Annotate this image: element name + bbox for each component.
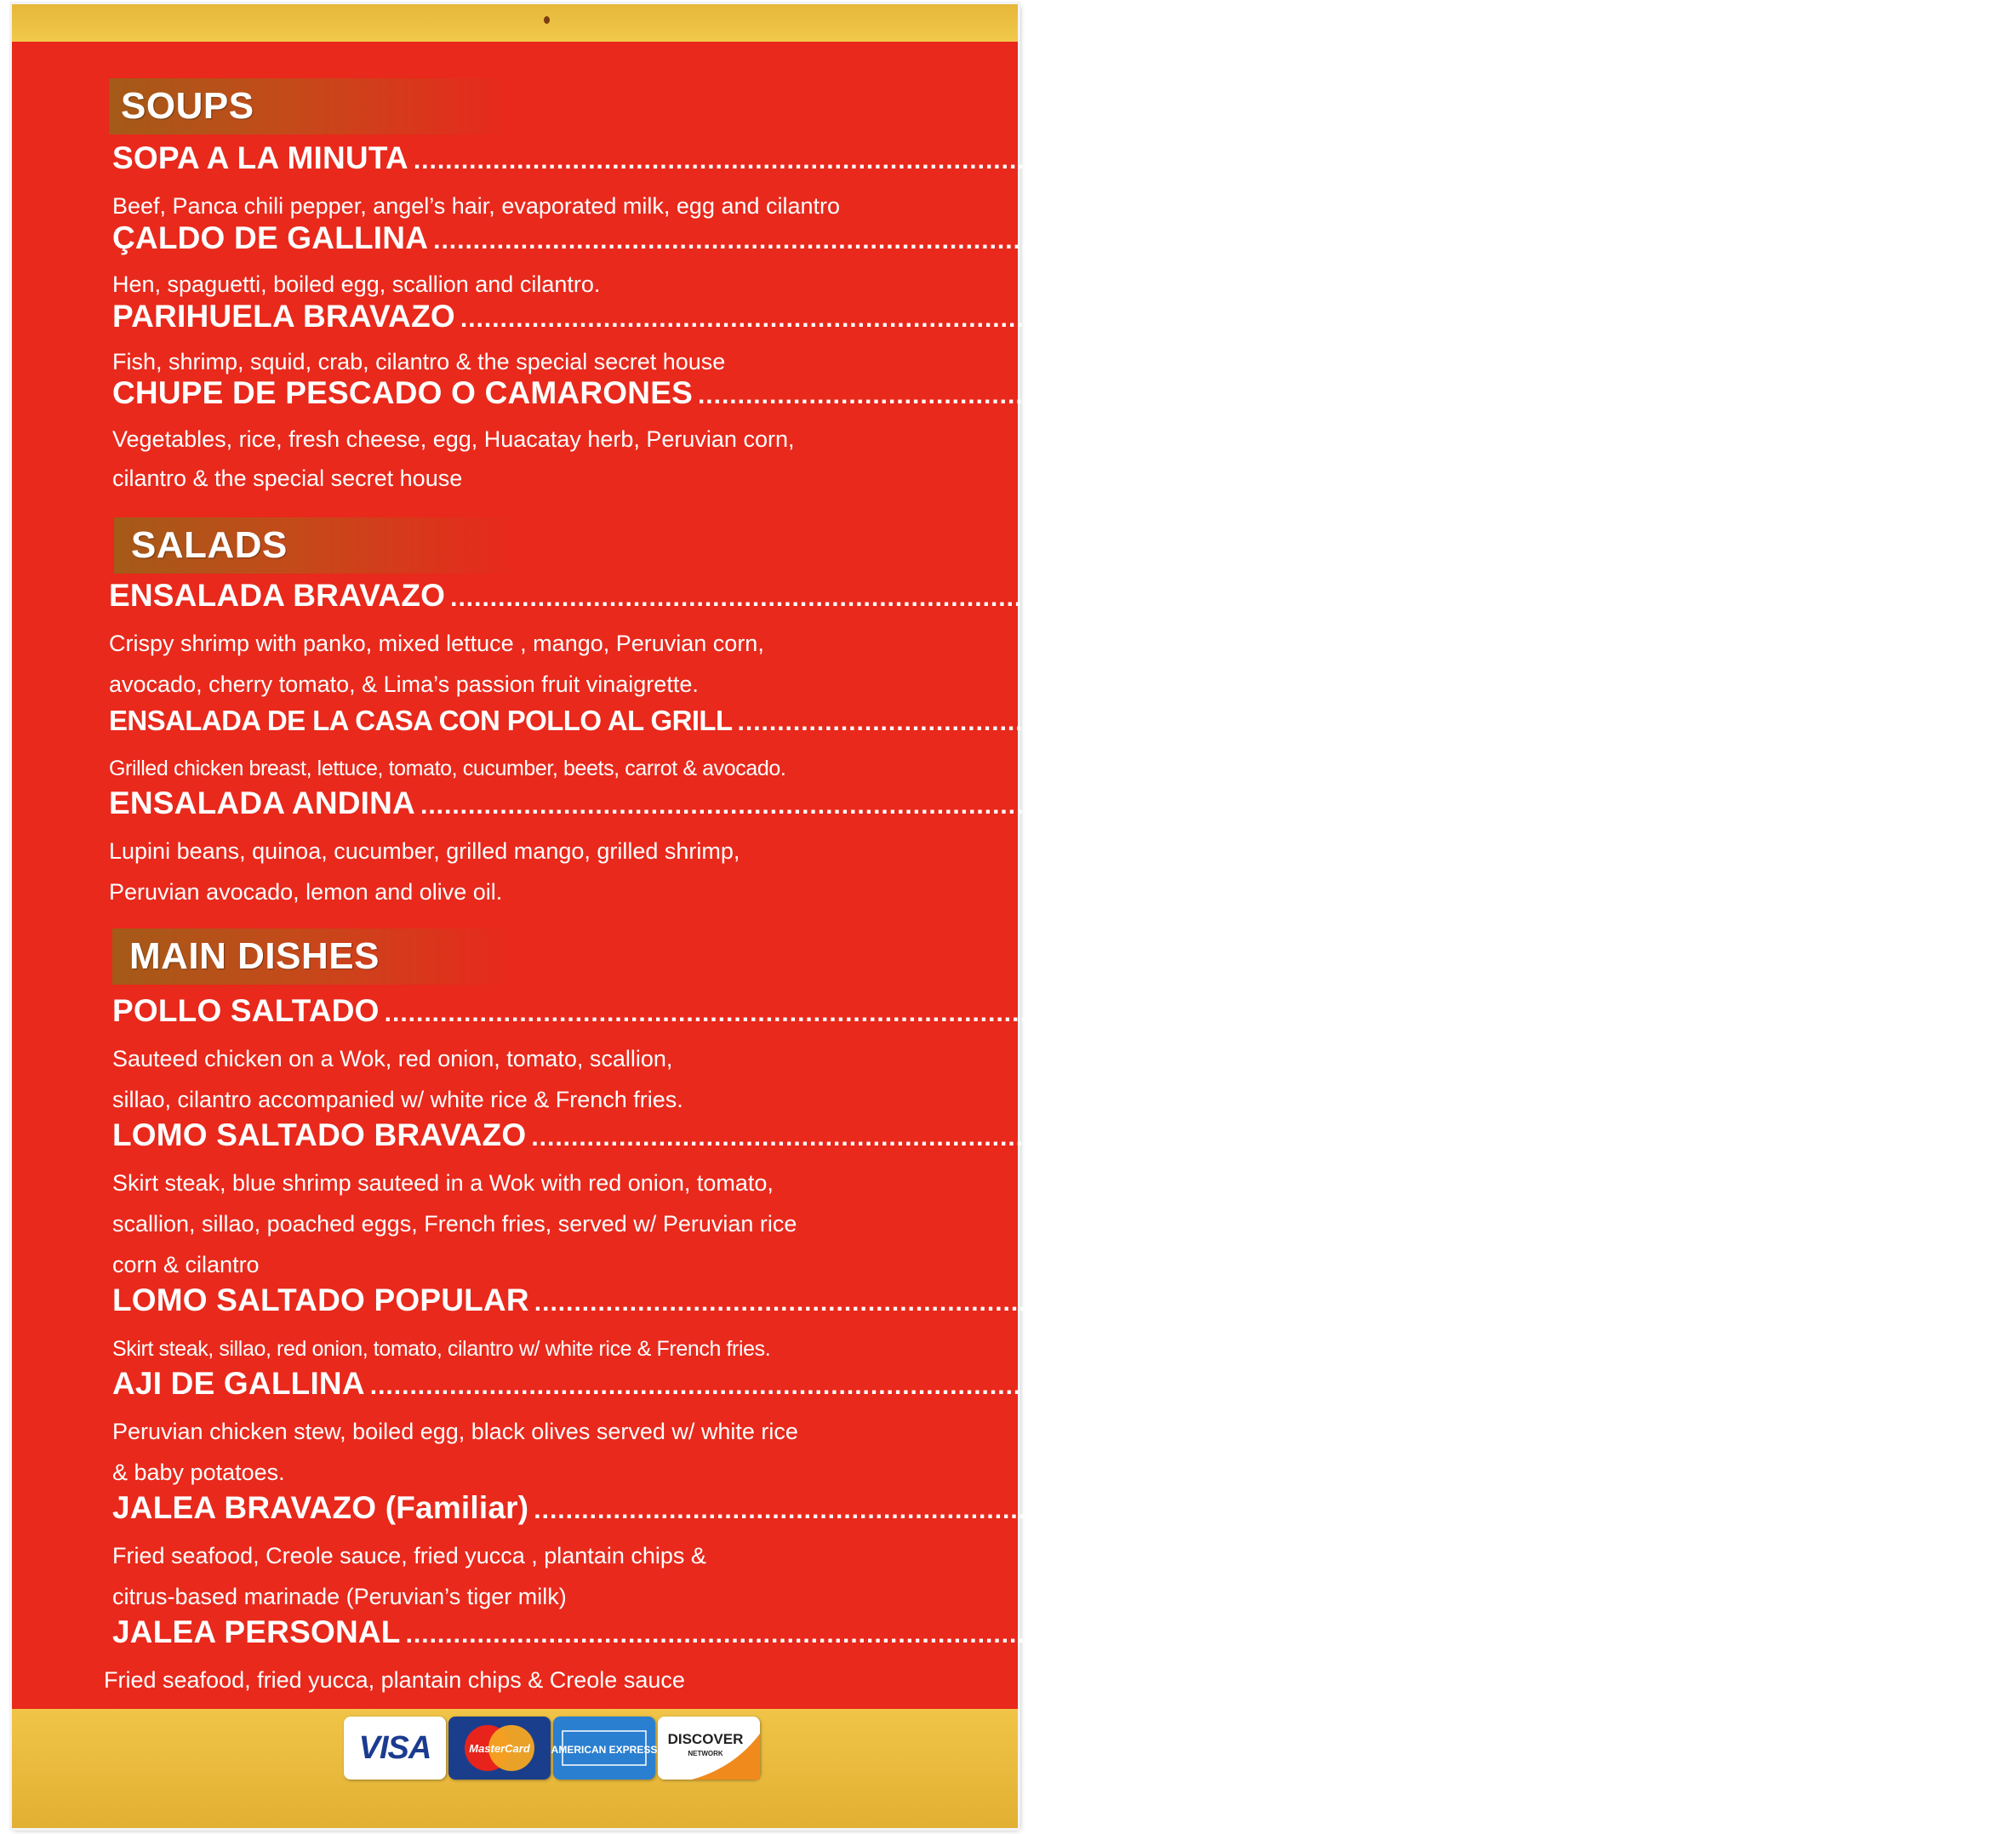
menu-item-row (112, 1283, 1813, 1323)
menu-item-row (112, 375, 1977, 416)
item-price: $25.99 (1588, 1614, 1685, 1649)
item-name: POLLO SALTADO (112, 993, 380, 1028)
item-name: JALEA PERSONAL (112, 1614, 401, 1649)
item-description: sillao, cilantro accompanied w/ white rice & French fries. (112, 1087, 683, 1112)
discover-graphic (658, 1717, 760, 1780)
discover-sublabel: NETWORK (688, 1750, 723, 1757)
item-description: Vegetables, rice, fresh cheese, egg, Huacatay herb, Peruvian corn, (112, 426, 795, 452)
item-description: Fish, shrimp, squid, crab, cilantro & the special secret house (112, 349, 726, 374)
item-description: corn & cilantro (112, 1252, 260, 1277)
item-description: avocado, cherry tomato, & Lima’s passion fruit vinaigrette. (109, 671, 699, 697)
discover-label: DISCOVER (667, 1731, 744, 1747)
menu-item-row (112, 1614, 1685, 1655)
item-description: Skirt steak, sillao, red onion, tomato, cilantro w/ white rice & French fries. (112, 1337, 771, 1361)
menu-item-row (112, 1366, 1649, 1407)
menu-item-row (112, 1490, 1813, 1531)
dot-leader (385, 999, 1561, 1028)
item-price: $13.99 (1920, 702, 2016, 737)
section-header-soups (109, 78, 509, 134)
dot-leader (406, 1620, 1582, 1649)
item-name: AJI DE GALLINA (112, 1366, 365, 1401)
american-express-icon (551, 1717, 658, 1780)
item-description: Peruvian chicken stew, boiled egg, black olives served w/ white rice (112, 1419, 798, 1444)
section-header-main-dishes (112, 928, 512, 985)
item-description: scallion, sillao, poached eggs, French fries, served w/ Peruvian rice (112, 1211, 797, 1237)
item-price: $23.99 (1716, 1283, 1813, 1317)
amex-box (551, 1723, 658, 1774)
amex-label: AMERICAN EXPRESS (551, 1744, 658, 1756)
menu-item-row (109, 786, 1699, 826)
dot-leader (531, 1123, 1707, 1152)
pin-hole-icon (544, 16, 550, 24)
menu-item-row (109, 702, 2016, 743)
discover-network-icon (658, 1717, 760, 1780)
item-name: SOPA A LA MINUTA (112, 140, 408, 175)
item-name: LOMO SALTADO BRAVAZO (112, 1117, 527, 1152)
dot-leader (433, 226, 1609, 255)
item-description: Fried seafood, fried yucca, plantain chips & Creole sauce (104, 1667, 685, 1693)
dot-leader (534, 1288, 1710, 1317)
section-title: SOUPS (121, 85, 254, 127)
menu-item-row (112, 1117, 1811, 1158)
section-header-salads (114, 517, 514, 574)
item-description: Fried seafood, Creole sauce, fried yucca , plantain chips & (112, 1543, 706, 1568)
dot-leader (738, 708, 1914, 737)
top-gold-band (12, 4, 1018, 42)
item-description: Grilled chicken breast, lettuce, tomato, cucumber, beets, carrot & avocado. (109, 757, 786, 780)
dot-leader (420, 791, 1596, 820)
menu-item-row (112, 299, 1739, 340)
item-description: citrus-based marinade (Peruvian’s tiger milk) (112, 1584, 567, 1609)
item-description: Sauteed chicken on a Wok, red onion, tomato, scallion, (112, 1046, 673, 1071)
item-name: ÇALDO DE GALLINA (112, 220, 429, 255)
mastercard-label: MasterCard (469, 1742, 530, 1755)
dot-leader (414, 146, 1590, 175)
item-description: Hen, spaguetti, boiled egg, scallion and cilantro. (112, 271, 601, 297)
item-name: ENSALADA ANDINA (109, 786, 415, 820)
item-description: cilantro & the special secret house (112, 466, 463, 491)
item-price: $17.99 (1567, 993, 1664, 1028)
item-price: $15.99 (1615, 220, 1712, 255)
dot-leader (698, 381, 1874, 410)
item-price: $18.99 (1880, 375, 1977, 410)
item-price: $50.99 (1716, 1490, 1813, 1525)
item-name: LOMO SALTADO POPULAR (112, 1283, 529, 1317)
item-price: $22.99 (1642, 299, 1739, 334)
item-name: PARIHUELA BRAVAZO (112, 299, 455, 334)
item-name: ENSALADA BRAVAZO (109, 578, 446, 613)
item-description: Skirt steak, blue shrimp sauteed in a Wok with red onion, tomato, (112, 1170, 774, 1196)
item-description: Beef, Panca chili pepper, angel’s hair, evaporated milk, egg and cilantro (112, 193, 841, 219)
mastercard-circles (455, 1722, 544, 1774)
item-name: CHUPE DE PESCADO O CAMARONES (112, 375, 693, 410)
visa-card-icon (344, 1717, 446, 1780)
item-description: Peruvian avocado, lemon and olive oil. (109, 879, 503, 905)
item-price: $13.99 (1596, 140, 1693, 175)
dot-leader (460, 305, 1636, 334)
item-description: Lupini beans, quinoa, cucumber, grilled mango, grilled shrimp, (109, 838, 740, 864)
menu-item-row (112, 993, 1664, 1034)
menu-item-row (112, 220, 1712, 261)
item-name: ENSALADA DE LA CASA CON POLLO AL GRILL (109, 705, 733, 736)
menu-page (12, 4, 2016, 1828)
item-description: & baby potatoes. (112, 1460, 285, 1485)
visa-label: VISA (358, 1729, 431, 1766)
mastercard-icon (448, 1717, 551, 1780)
item-price: $16.99 (1632, 578, 1729, 613)
dot-leader (534, 1496, 1710, 1525)
dot-leader (450, 584, 1626, 613)
dot-leader (370, 1372, 1546, 1401)
item-description: Crispy shrimp with panko, mixed lettuce , mango, Peruvian corn, (109, 631, 764, 656)
item-price: $16.99 (1552, 1366, 1649, 1401)
item-price: $15.99 (1602, 786, 1699, 820)
item-name: JALEA BRAVAZO (Familiar) (112, 1490, 529, 1525)
payment-cards (12, 1717, 1018, 1785)
section-title: SALADS (131, 524, 288, 566)
item-price: $29.99 (1713, 1117, 1811, 1152)
menu-item-row (109, 578, 1729, 619)
menu-item-row (112, 140, 1693, 181)
section-title: MAIN DISHES (129, 935, 380, 977)
